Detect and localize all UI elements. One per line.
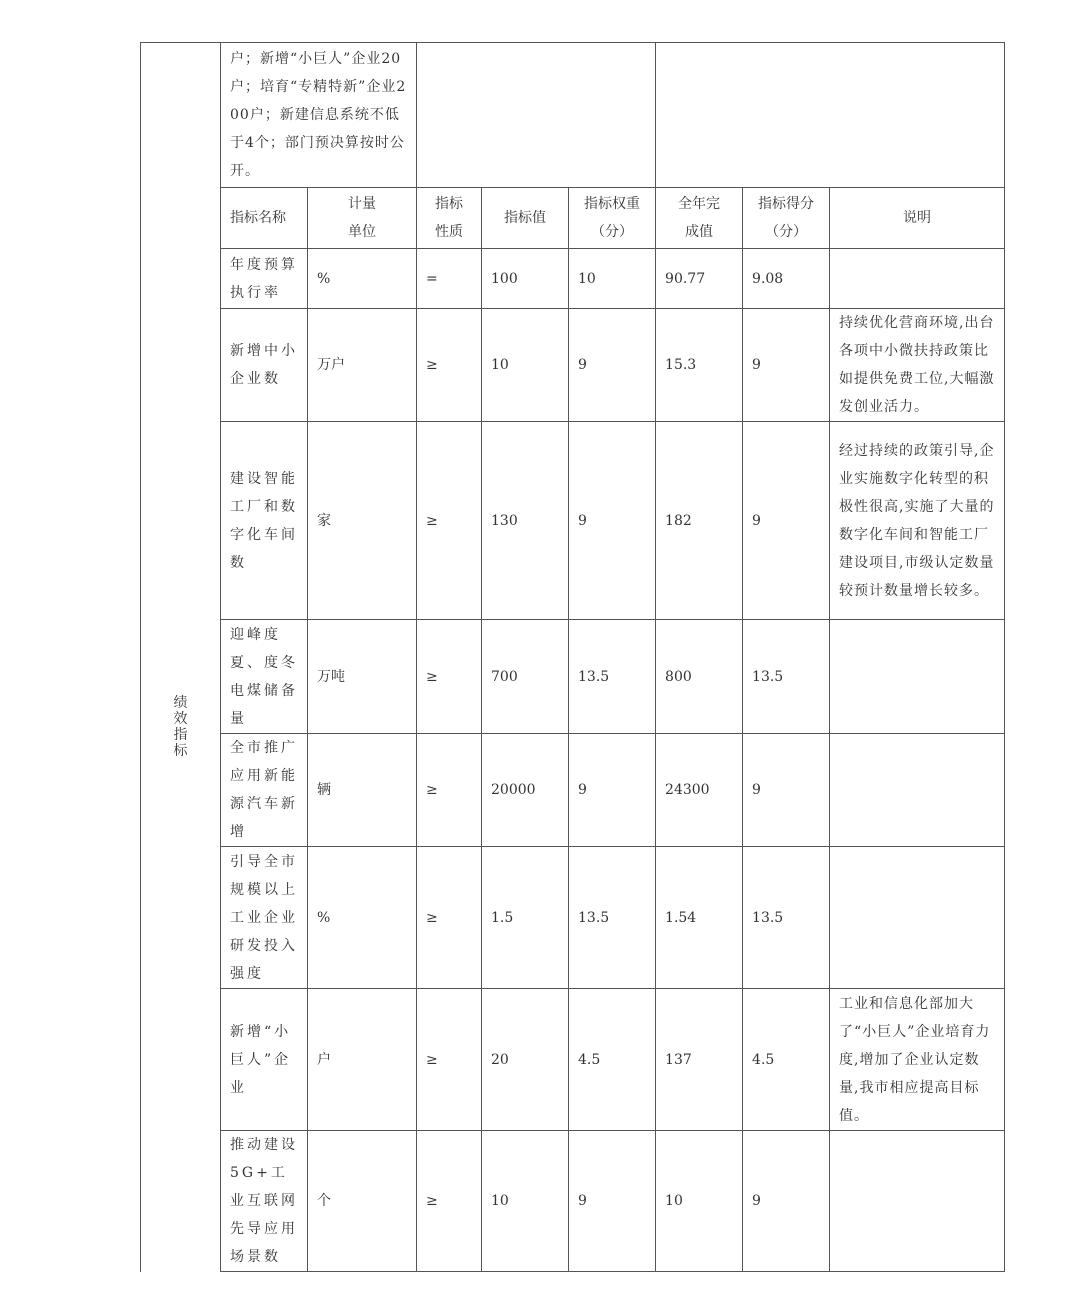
indicator-target: 130 [482, 422, 569, 620]
indicator-unit: 家 [308, 422, 417, 620]
indicator-target: 20000 [482, 734, 569, 847]
indicator-actual: 800 [656, 620, 743, 734]
indicator-nature: ≥ [417, 989, 482, 1131]
header-target: 指标值 [482, 188, 569, 249]
indicator-target: 100 [482, 249, 569, 309]
goal-category-cell [141, 43, 221, 188]
indicator-score: 9 [743, 734, 830, 847]
indicator-unit: 个 [308, 1131, 417, 1272]
indicator-note: 工业和信息化部加大了“小巨人”企业培育力度,增加了企业认定数量,我市相应提高目标值。 [830, 989, 1005, 1131]
indicator-actual: 24300 [656, 734, 743, 847]
indicator-name: 新增中小企业数 [221, 309, 308, 422]
indicator-weight: 9 [569, 734, 656, 847]
header-score [743, 188, 830, 249]
indicator-name: 引导全市规模以上工业企业研发投入强度 [221, 847, 308, 989]
indicator-target: 1.5 [482, 847, 569, 989]
indicator-weight: 9 [569, 309, 656, 422]
indicator-actual: 182 [656, 422, 743, 620]
header-actual-text: 全年完成值 [678, 196, 721, 240]
indicator-note [830, 847, 1005, 989]
indicator-row [141, 847, 1005, 989]
indicator-actual: 1.54 [656, 847, 743, 989]
indicator-weight: 13.5 [569, 847, 656, 989]
header-nature-text: 指标性质 [435, 196, 464, 240]
indicator-name: 建设智能工厂和数字化车间数 [221, 422, 308, 620]
indicator-header-row [141, 188, 1005, 249]
indicator-actual: 137 [656, 989, 743, 1131]
indicator-target: 700 [482, 620, 569, 734]
indicator-nature: ≥ [417, 1131, 482, 1272]
indicator-target: 10 [482, 1131, 569, 1272]
indicator-name: 新增“小巨人”企业 [221, 989, 308, 1131]
indicator-row [141, 422, 1005, 620]
indicator-score: 4.5 [743, 989, 830, 1131]
header-nature [417, 188, 482, 249]
header-unit-text: 计量单位 [348, 196, 376, 240]
indicator-actual: 90.77 [656, 249, 743, 309]
performance-indicator-table [140, 42, 1005, 1272]
indicator-name: 全市推广应用新能源汽车新增 [221, 734, 308, 847]
indicator-unit: 万户 [308, 309, 417, 422]
header-actual [656, 188, 743, 249]
indicator-unit: 万吨 [308, 620, 417, 734]
indicator-unit: % [308, 249, 417, 309]
indicator-name: 年度预算执行率 [221, 249, 308, 309]
indicator-category-cell [141, 188, 221, 1272]
indicator-row [141, 249, 1005, 309]
header-note: 说明 [830, 188, 1005, 249]
indicator-weight: 9 [569, 1131, 656, 1272]
header-name: 指标名称 [221, 188, 308, 249]
header-score-text: 指标得分（分） [758, 196, 815, 240]
indicator-row [141, 989, 1005, 1131]
header-unit [308, 188, 417, 249]
header-weight [569, 188, 656, 249]
indicator-weight: 9 [569, 422, 656, 620]
indicator-weight: 10 [569, 249, 656, 309]
indicator-note [830, 249, 1005, 309]
indicator-actual: 10 [656, 1131, 743, 1272]
indicator-name: 推动建设5G+工业互联网先导应用场景数 [221, 1131, 308, 1272]
indicator-score: 13.5 [743, 847, 830, 989]
indicator-unit: % [308, 847, 417, 989]
indicator-note [830, 734, 1005, 847]
indicator-weight: 4.5 [569, 989, 656, 1131]
indicator-nature: = [417, 249, 482, 309]
indicator-name: 迎峰度夏、度冬电煤储备量 [221, 620, 308, 734]
indicator-row [141, 1131, 1005, 1272]
indicator-target: 10 [482, 309, 569, 422]
goal-empty-cell-1 [417, 43, 656, 188]
goal-text-cell: 户；新增“小巨人”企业20户；培育“专精特新”企业200户；新建信息系统不低于4个；部门预决算按时公开。 [221, 43, 417, 188]
indicator-score: 9 [743, 309, 830, 422]
indicator-actual: 15.3 [656, 309, 743, 422]
indicator-unit: 辆 [308, 734, 417, 847]
indicator-row [141, 620, 1005, 734]
indicator-score: 9.08 [743, 249, 830, 309]
indicator-nature: ≥ [417, 309, 482, 422]
indicator-note [830, 1131, 1005, 1272]
indicator-score: 13.5 [743, 620, 830, 734]
indicator-note [830, 620, 1005, 734]
indicator-unit: 户 [308, 989, 417, 1131]
indicator-row [141, 734, 1005, 847]
indicator-weight: 13.5 [569, 620, 656, 734]
indicator-row [141, 309, 1005, 422]
indicator-score: 9 [743, 1131, 830, 1272]
indicator-note: 经过持续的政策引导,企业实施数字化转型的积极性很高,实施了大量的数字化车间和智能工厂建设项目,市级认定数量较预计数量增长较多。 [830, 422, 1005, 620]
header-weight-text: 指标权重（分） [584, 196, 641, 240]
indicator-nature: ≥ [417, 734, 482, 847]
indicator-nature: ≥ [417, 847, 482, 989]
indicator-category-label: 绩效指标 [173, 694, 188, 759]
indicator-target: 20 [482, 989, 569, 1131]
indicator-score: 9 [743, 422, 830, 620]
indicator-note: 持续优化营商环境,出台各项中小微扶持政策比如提供免费工位,大幅激发创业活力。 [830, 309, 1005, 422]
indicator-nature: ≥ [417, 620, 482, 734]
goal-empty-cell-2 [656, 43, 1005, 188]
goal-continuation-row [141, 43, 1005, 188]
indicator-nature: ≥ [417, 422, 482, 620]
